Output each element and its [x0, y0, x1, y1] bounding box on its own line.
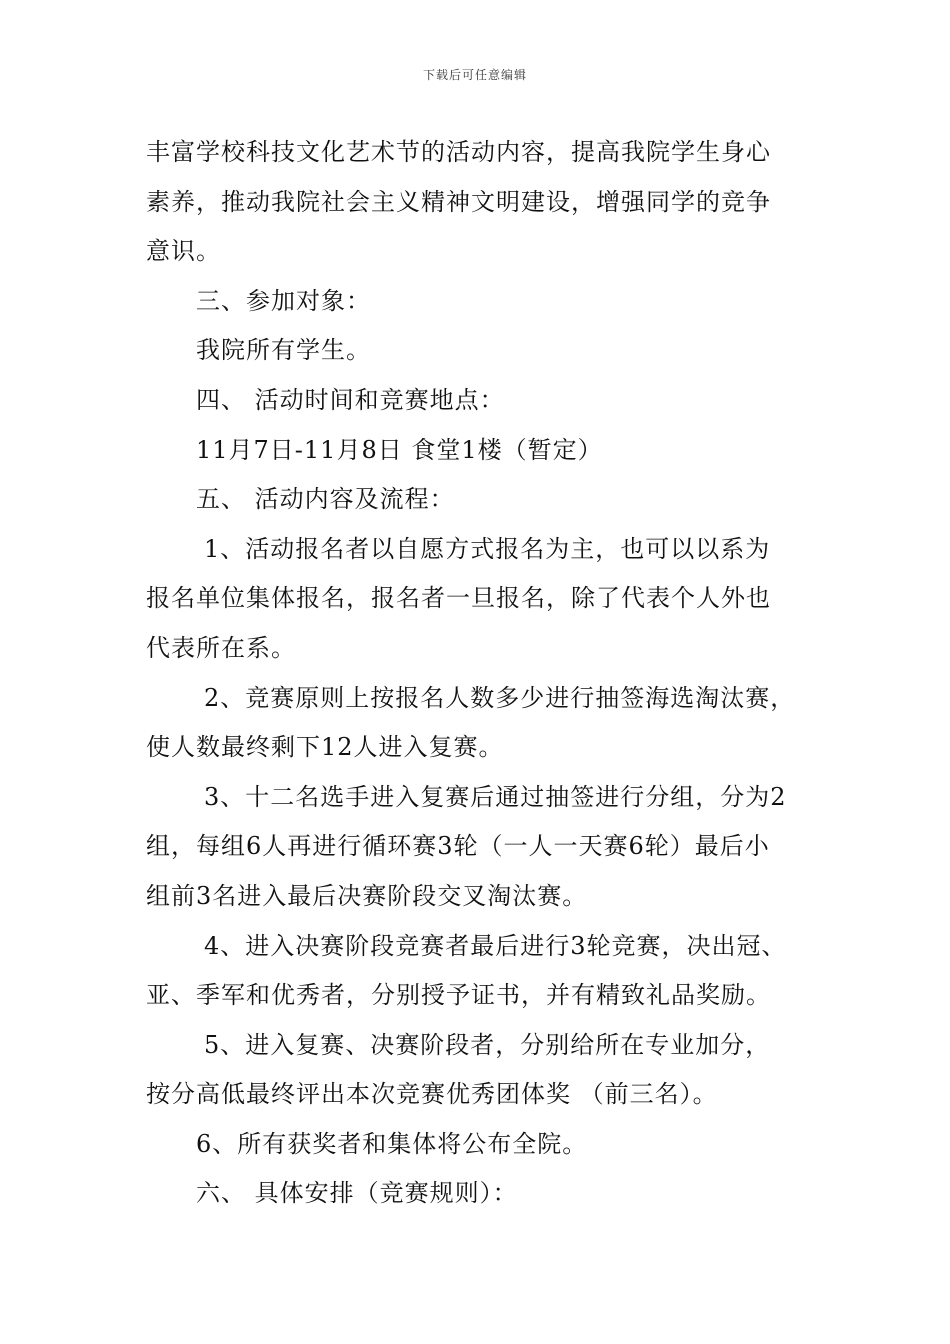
list-item-2: 2、竞赛原则上按报名人数多少进行抽签海选淘汰赛， [204, 683, 796, 712]
paragraph-line: 11月7日-11月8日 食堂1楼（暂定） [196, 435, 603, 464]
paragraph-line: 使人数最终剩下12人进入复赛。 [146, 733, 504, 762]
paragraph-line: 报名单位集体报名，报名者一旦报名，除了代表个人外也 [146, 584, 771, 613]
section-heading-participants: 三、参加对象： [196, 286, 371, 315]
paragraph-line: 组，每组6人再进行循环赛3轮（一人一天赛6轮）最后小 [146, 832, 770, 861]
list-item-4: 4、进入决赛阶段竞赛者最后进行3轮竞赛，决出冠、 [204, 931, 787, 960]
section-heading-content-process: 五、 活动内容及流程： [196, 485, 455, 514]
list-item-1: 1、活动报名者以自愿方式报名为主，也可以以系为 [204, 534, 771, 563]
list-item-3: 3、十二名选手进入复赛后通过抽签进行分组，分为2 [204, 782, 787, 811]
paragraph-line: 组前3名进入最后决赛阶段交叉淘汰赛。 [146, 881, 588, 910]
section-heading-time-location: 四、 活动时间和竞赛地点： [196, 385, 505, 414]
list-item-5: 5、进入复赛、决赛阶段者，分别给所在专业加分， [204, 1030, 771, 1059]
paragraph-line: 按分高低最终评出本次竞赛优秀团体奖 （前三名）。 [146, 1080, 718, 1109]
paragraph-line: 代表所在系。 [146, 633, 296, 662]
list-item-6: 6、所有获奖者和集体将公布全院。 [196, 1129, 588, 1158]
paragraph-line: 丰富学校科技文化艺术节的活动内容，提高我院学生身心 [146, 138, 771, 166]
paragraph-line: 素养，推动我院社会主义精神文明建设，增强同学的竞争 [146, 187, 771, 216]
document-body [146, 128, 836, 1219]
paragraph-line: 意识。 [146, 237, 221, 266]
section-heading-arrangement: 六、 具体安排（竞赛规则）： [196, 1179, 518, 1208]
paragraph-line: 我院所有学生。 [196, 336, 371, 365]
paragraph-line: 亚、季军和优秀者，分别授予证书，并有精致礼品奖励。 [146, 981, 771, 1010]
page-header: 下载后可任意编辑 [422, 68, 527, 82]
